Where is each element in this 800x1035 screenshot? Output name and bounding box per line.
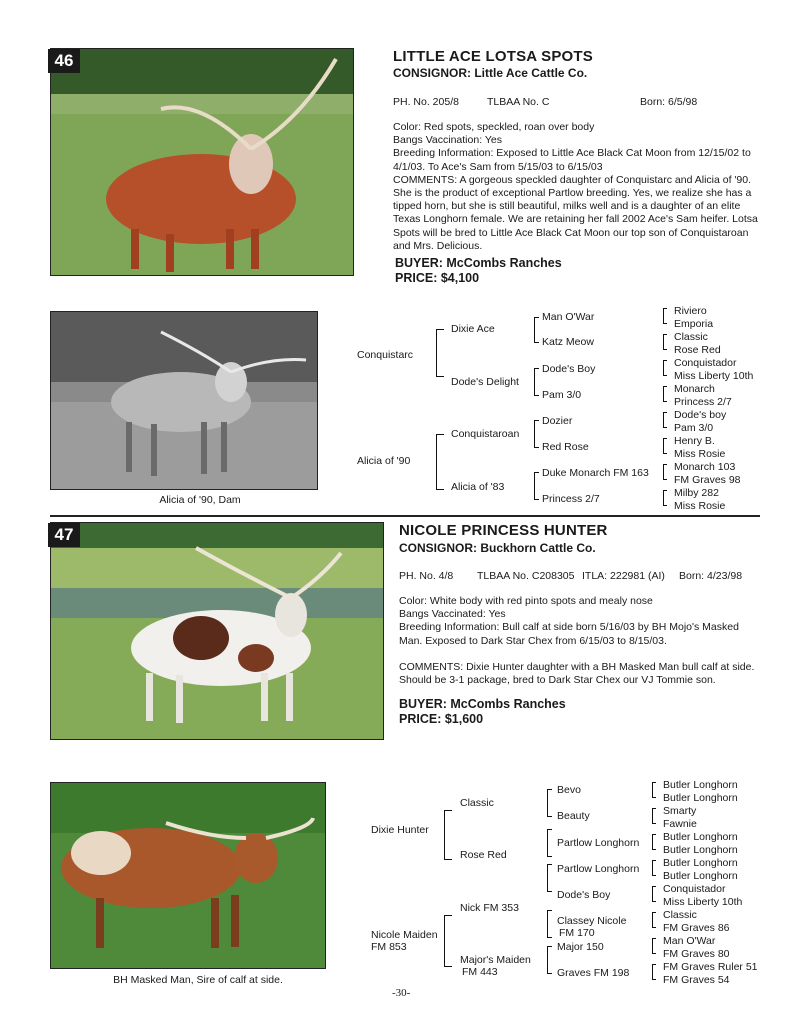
pedigree-g4-item: Miss Rosie — [674, 448, 726, 460]
bangs-info: Bangs Vaccination: Yes — [393, 134, 502, 147]
pedigree-g3-item: Bevo — [557, 784, 581, 796]
pedigree-g4-item: Conquistador — [663, 883, 726, 895]
pedigree-g2-item: Nick FM 353 — [460, 902, 519, 914]
section-divider — [50, 515, 760, 517]
pedigree-dam-name: Nicole Maiden — [371, 929, 438, 941]
pedigree-g4-item: FM Graves 54 — [663, 974, 730, 986]
lot-title: NICOLE PRINCESS HUNTER — [399, 522, 608, 539]
consignor-label: CONSIGNOR: — [399, 541, 477, 555]
pedigree-sire: Conquistarc — [357, 349, 414, 361]
pedigree-g4-item: Monarch — [674, 383, 715, 395]
comments: COMMENTS: Dixie Hunter daughter with a BH Masked Man bull calf at side. Should be 3-1 package, bred to Dark Star Chex our VJ Tommie son. — [399, 660, 755, 687]
pedigree-g4-item: Miss Rosie — [674, 500, 726, 512]
pedigree-g4-item: Butler Longhorn — [663, 857, 738, 869]
pedigree-g4-item: FM Graves Ruler 51 — [663, 961, 758, 973]
pedigree-sire: Dixie Hunter — [371, 824, 429, 836]
pedigree-g4-item: Butler Longhorn — [663, 831, 738, 843]
pedigree-g3-item: Partlow Longhorn — [557, 837, 640, 849]
pedigree-g4-item: Conquistador — [674, 357, 737, 369]
born-date: Born: 6/5/98 — [640, 96, 698, 108]
lot-title: LITTLE ACE LOTSA SPOTS — [393, 48, 593, 65]
lot-number-badge: 46 — [48, 49, 80, 73]
color-info: Color: White body with red pinto spots and mealy nose — [399, 595, 653, 607]
consignor-line — [399, 541, 596, 555]
pedigree-g4-item: Dode's boy — [674, 409, 727, 421]
pedigree-g3-item: Major 150 — [557, 941, 604, 953]
pedigree-g4-item: Butler Longhorn — [663, 779, 738, 791]
pedigree-g4-item: Butler Longhorn — [663, 870, 738, 882]
pedigree-dam-number: FM 853 — [371, 941, 407, 953]
breeding-info: Breeding Information: Bull calf at side born 5/16/03 by BH Mojo's Masked Man. Exposed to Dark Star Chex from 6/15/03 to 8/15/03. — [399, 621, 739, 647]
pedigree-g4-item: Riviero — [674, 305, 707, 317]
pedigree-g3-item: Duke Monarch FM 163 — [542, 467, 649, 479]
itla-number: ITLA: 222981 (AI) — [582, 570, 665, 582]
sire-of-calf-photo — [50, 782, 326, 969]
pedigree-g3-item: Man O'War — [542, 311, 595, 323]
pedigree-g4-item: FM Graves 98 — [674, 474, 741, 486]
pedigree-g4-item: Smarty — [663, 805, 697, 817]
consignor-label: CONSIGNOR: — [393, 66, 471, 80]
pedigree-g3-item: Dode's Boy — [557, 889, 611, 901]
ph-number: PH. No. 205/8 — [393, 96, 459, 108]
lot-description — [399, 595, 761, 687]
dam-photo — [50, 311, 318, 490]
pedigree-g3-item: Beauty — [557, 810, 590, 822]
buyer: BUYER: McCombs Ranches — [399, 697, 566, 711]
sale-info — [399, 697, 566, 727]
pedigree-g4-item: Butler Longhorn — [663, 844, 738, 856]
tlbaa-number: TLBAA No. C208305 — [477, 570, 575, 582]
pedigree-g4-item: Monarch 103 — [674, 461, 736, 473]
pedigree-g4-item: Fawnie — [663, 818, 697, 830]
born-date: Born: 4/23/98 — [679, 570, 743, 582]
lot46-photo — [50, 48, 354, 276]
price: PRICE: $4,100 — [395, 271, 480, 285]
breeding-info: Breeding Information: Exposed to Little Ace Black Cat Moon from 12/15/02 to 4/1/03. To Ace's Sam from 5/15/03 to 6/15/03 — [393, 147, 751, 173]
page-number: -30- — [392, 987, 411, 999]
pedigree-g4-item: FM Graves 86 — [663, 922, 730, 934]
buyer: BUYER: McCombs Ranches — [395, 256, 562, 270]
lot47-photo — [50, 522, 384, 740]
consignor-name: Buckhorn Cattle Co. — [480, 541, 596, 555]
pedigree-g2-item: Conquistaroan — [451, 428, 520, 440]
pedigree-g3-item: Princess 2/7 — [542, 493, 600, 505]
pedigree-g3-item: Red Rose — [542, 441, 589, 453]
comments: COMMENTS: A gorgeous speckled daughter of Conquistarc and Alicia of '90. She is the product of exceptional Partlow breeding. Yes, we realize she has a tipped horn, but she is still beautiful, milks well and is a daughter of an elite Texas Longhorn female. We are retaining her fall 2002 Ace's Sam heifer. Lotsa Spots will be bred to Little Ace Black Cat Moon our top son of Conquistaroan and Mrs. Delicious. — [393, 173, 758, 252]
pedigree-g3-item: Partlow Longhorn — [557, 863, 640, 875]
dam-photo-caption: Alicia of '90, Dam — [159, 494, 241, 506]
sale-info — [395, 256, 562, 286]
pedigree-g4-item: Rose Red — [674, 344, 721, 356]
pedigree-g4-item: Henry B. — [674, 435, 715, 447]
pedigree-g3-item: Katz Meow — [542, 336, 594, 348]
consignor-line — [393, 66, 587, 80]
pedigree-g4-item: Classic — [663, 909, 697, 921]
ph-number: PH. No. 4/8 — [399, 570, 454, 582]
lot-description — [393, 121, 760, 253]
pedigree-g2-item: Dode's Delight — [451, 376, 519, 388]
pedigree-dam: Alicia of '90 — [357, 455, 411, 467]
tlbaa-number: TLBAA No. C — [487, 96, 550, 108]
pedigree-g4-item: Milby 282 — [674, 487, 719, 499]
color-info: Color: Red spots, speckled, roan over body — [393, 121, 595, 133]
pedigree-g4-item: Butler Longhorn — [663, 792, 738, 804]
pedigree-g4-item: Classic — [674, 331, 708, 343]
pedigree-g4-item: Miss Liberty 10th — [663, 896, 743, 908]
pedigree-g3-item: Dode's Boy — [542, 363, 596, 375]
pedigree-g3-item: Classey Nicole FM 170 — [557, 915, 627, 939]
pedigree-g3-item: Dozier — [542, 415, 573, 427]
bangs-info: Bangs Vaccinated: Yes — [399, 608, 506, 621]
pedigree-g4-item: Princess 2/7 — [674, 396, 732, 408]
pedigree-g4-item: Pam 3/0 — [674, 422, 714, 434]
pedigree-g2-item: Alicia of '83 — [451, 481, 505, 493]
consignor-name: Little Ace Cattle Co. — [474, 66, 588, 80]
pedigree-g2-item: Major's Maiden FM 443 — [460, 954, 531, 978]
pedigree-g2-item: Classic — [460, 797, 494, 809]
pedigree-g2-item: Rose Red — [460, 849, 507, 861]
pedigree-g4-item: Miss Liberty 10th — [674, 370, 754, 382]
price: PRICE: $1,600 — [399, 712, 484, 726]
lot-number-badge: 47 — [48, 523, 80, 547]
sire-photo-caption: BH Masked Man, Sire of calf at side. — [113, 974, 283, 986]
pedigree-g3-item: Graves FM 198 — [557, 967, 630, 979]
pedigree-g4-item: FM Graves 80 — [663, 948, 730, 960]
pedigree-g2-item: Dixie Ace — [451, 323, 495, 335]
pedigree-g4-item: Man O'War — [663, 935, 716, 947]
pedigree-g4-item: Emporia — [674, 318, 714, 330]
pedigree-dam — [371, 929, 438, 953]
pedigree-g3-item: Pam 3/0 — [542, 389, 582, 401]
